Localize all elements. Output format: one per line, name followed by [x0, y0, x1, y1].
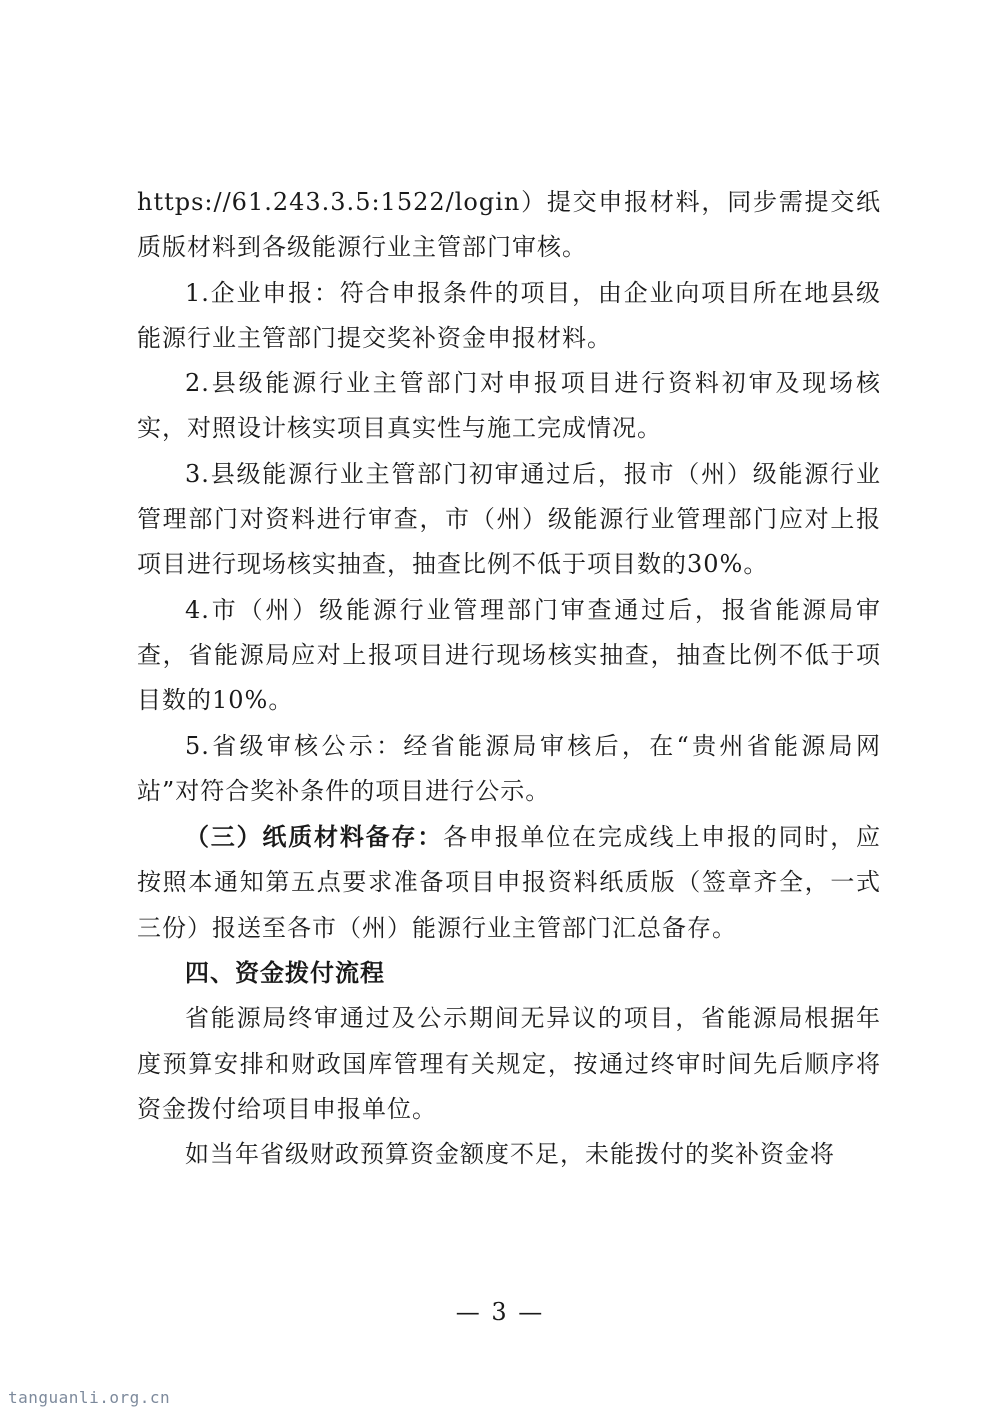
paragraph-section-4b: 如当年省级财政预算资金额度不足，未能拨付的奖补资金将	[185, 1140, 835, 1169]
paragraph-step-5: 5.省级审核公示：经省能源局审核后，在“贵州省能源局网站”对符合奖补条件的项目进行公示。	[137, 731, 881, 805]
paragraph-step-3: 3.县级能源行业主管部门初审通过后，报市（州）级能源行业管理部门对资料进行审查，市（州）级能源行业管理部门应对上报项目进行现场核实抽查，抽查比例不低于项目数的30%。	[137, 459, 881, 579]
section-4-heading: 四、资金拨付流程	[185, 959, 385, 988]
paragraph-section-4a: 省能源局终审通过及公示期间无异议的项目，省能源局根据年度预算安排和财政国库管理有关规定，按通过终审时间先后顺序将资金拨付给项目申报单位。	[137, 1004, 881, 1123]
paragraph-step-1: 1.企业申报：符合申报条件的项目，由企业向项目所在地县级能源行业主管部门提交奖补资金申报材料。	[137, 278, 881, 352]
document-body	[137, 180, 881, 1178]
site-watermark: tanguanli.org.cn	[8, 1388, 171, 1407]
page-number: — 3 —	[455, 1298, 545, 1326]
section-3-text: 各申报单位在完成线上申报的同时，应按照本通知第五点要求准备项目申报资料纸质版（签章齐全，一式三份）报送至各市（州）能源行业主管部门汇总备存。	[137, 823, 882, 942]
paragraph-step-4: 4.市（州）级能源行业管理部门审查通过后，报省能源局审查，省能源局应对上报项目进行现场核实抽查，抽查比例不低于项目数的10%。	[137, 595, 881, 715]
paragraph-step-2: 2.县级能源行业主管部门对申报项目进行资料初审及现场核实，对照设计核实项目真实性与施工完成情况。	[137, 369, 881, 443]
section-3-lead: （三）纸质材料备存：	[185, 822, 444, 852]
paragraph-submission-url: https://61.243.3.5:1522/login）提交申报材料，同步需提交纸质版材料到各级能源行业主管部门审核。	[137, 188, 881, 262]
paragraph-section-3	[137, 814, 881, 951]
